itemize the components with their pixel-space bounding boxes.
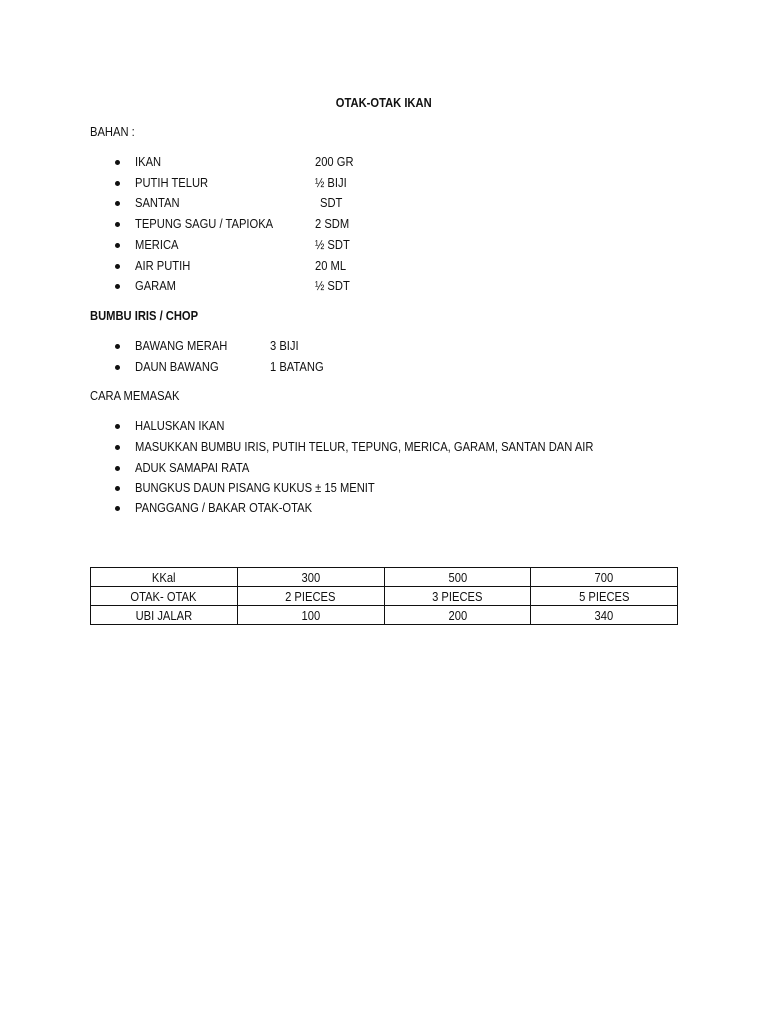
calorie-table — [90, 567, 678, 625]
bullet-icon — [115, 284, 120, 289]
cell-text: 200 — [448, 607, 467, 623]
step-text: PANGGANG / BAKAR OTAK-OTAK — [135, 500, 313, 515]
bullet-icon — [115, 486, 120, 491]
ingredient-qty: 200 GR — [315, 154, 354, 169]
table-cell — [531, 568, 678, 587]
table-cell — [237, 568, 384, 587]
table-row — [91, 606, 678, 625]
table-cell — [531, 606, 678, 625]
bullet-icon — [115, 243, 120, 248]
spice-qty: 1 BATANG — [270, 359, 324, 374]
spice-name: BAWANG MERAH — [135, 338, 228, 353]
ingredient-name: MERICA — [135, 237, 179, 252]
bullet-icon — [115, 445, 120, 450]
table-cell — [237, 587, 384, 606]
bullet-icon — [115, 160, 120, 165]
cell-text: 2 PIECES — [285, 588, 336, 604]
table-cell — [91, 587, 238, 606]
table-cell — [91, 606, 238, 625]
ingredient-qty: ½ BIJI — [315, 175, 347, 190]
ingredient-name: PUTIH TELUR — [135, 175, 209, 190]
bullet-icon — [115, 181, 120, 186]
ingredient-qty: 20 ML — [315, 258, 347, 273]
table-cell — [384, 606, 531, 625]
cell-text: KKal — [152, 569, 176, 585]
document-title-text: OTAK-OTAK IKAN — [336, 95, 432, 110]
cell-text: OTAK- OTAK — [130, 588, 197, 604]
step-text: ADUK SAMAPAI RATA — [135, 460, 250, 475]
table-cell — [237, 606, 384, 625]
bumbu-heading: BUMBU IRIS / CHOP — [90, 308, 199, 323]
ingredient-name: AIR PUTIH — [135, 258, 191, 273]
bullet-icon — [115, 222, 120, 227]
cell-text: 700 — [594, 569, 614, 585]
cara-heading: CARA MEMASAK — [90, 388, 180, 403]
cell-text: 500 — [448, 569, 467, 585]
spice-name: DAUN BAWANG — [135, 359, 219, 374]
bahan-heading: BAHAN : — [90, 124, 135, 139]
table-cell — [531, 587, 678, 606]
ingredient-qty: ½ SDT — [315, 237, 350, 252]
step-text: BUNGKUS DAUN PISANG KUKUS ± 15 MENIT — [135, 480, 375, 495]
bullet-icon — [115, 466, 120, 471]
table-cell — [384, 568, 531, 587]
bullet-icon — [115, 365, 120, 370]
step-text: HALUSKAN IKAN — [135, 418, 225, 433]
cell-text: UBI JALAR — [135, 607, 193, 623]
bullet-icon — [115, 506, 120, 511]
table-row — [91, 568, 678, 587]
ingredient-name: IKAN — [135, 154, 162, 169]
document-title — [0, 95, 768, 111]
ingredient-name: GARAM — [135, 278, 176, 293]
ingredient-qty: 2 SDM — [315, 216, 350, 231]
cell-text: 3 PIECES — [432, 588, 483, 604]
table-cell — [91, 568, 238, 587]
step-text: MASUKKAN BUMBU IRIS, PUTIH TELUR, TEPUNG, MERICA, GARAM, SANTAN DAN AIR — [135, 439, 594, 454]
ingredient-name: SANTAN — [135, 195, 180, 210]
cell-text: 100 — [301, 607, 320, 623]
ingredient-qty: SDT — [320, 195, 343, 210]
bullet-icon — [115, 344, 120, 349]
table-cell — [384, 587, 531, 606]
bullet-icon — [115, 424, 120, 429]
spice-qty: 3 BIJI — [270, 338, 299, 353]
bullet-icon — [115, 201, 120, 206]
cell-text: 300 — [301, 569, 320, 585]
ingredient-name: TEPUNG SAGU / TAPIOKA — [135, 216, 274, 231]
table-row — [91, 587, 678, 606]
cell-text: 340 — [594, 607, 614, 623]
cell-text: 5 PIECES — [578, 588, 630, 604]
bullet-icon — [115, 264, 120, 269]
ingredient-qty: ½ SDT — [315, 278, 350, 293]
